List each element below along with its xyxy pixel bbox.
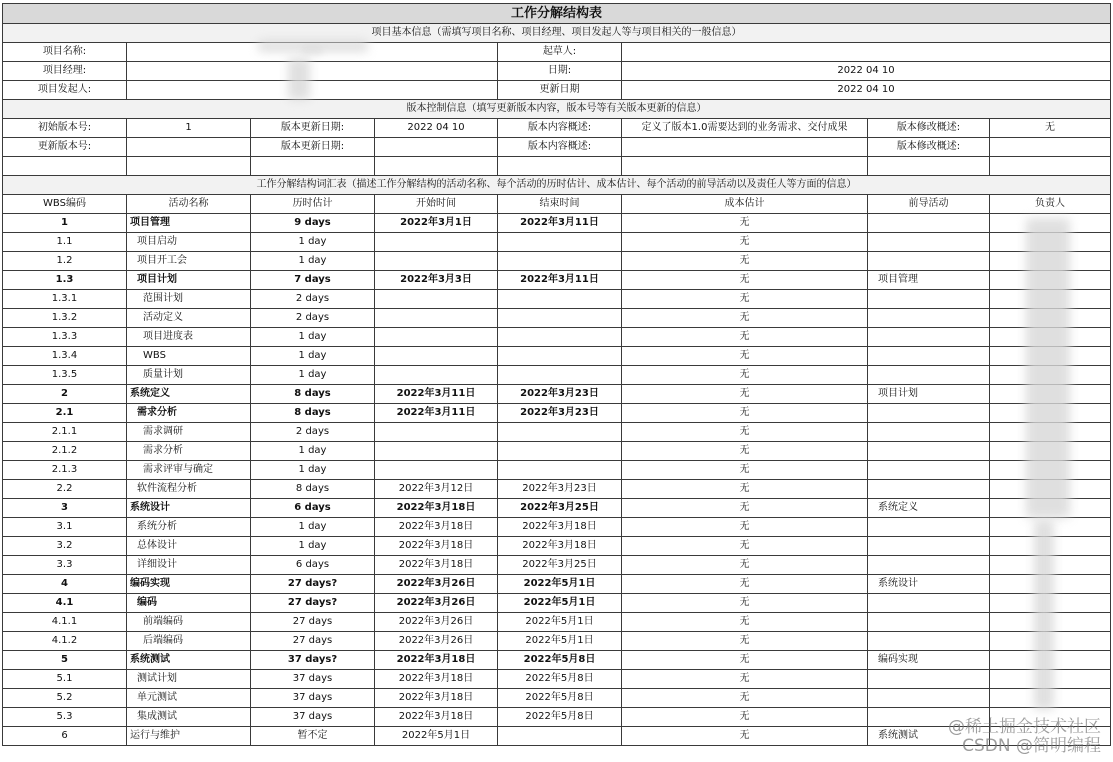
table-row	[3, 271, 1111, 290]
wbs-code-cell[interactable]: 1.3.3	[3, 328, 127, 347]
empty-cell[interactable]	[251, 157, 375, 176]
wbs-code-cell[interactable]: 1.3	[3, 271, 127, 290]
activity-name-cell[interactable]: 测试计划	[127, 670, 251, 689]
column-header-wbs: WBS编码	[3, 195, 127, 214]
version-update-date-value-2[interactable]	[375, 138, 498, 157]
wbs-code-cell[interactable]: 5	[3, 651, 127, 670]
duration-cell[interactable]: 27 days	[251, 613, 375, 632]
empty-cell[interactable]	[990, 157, 1111, 176]
change-summary-label: 版本修改概述:	[868, 119, 990, 138]
end-date-cell[interactable]: 2022年5月1日	[498, 632, 622, 651]
predecessor-cell[interactable]	[868, 404, 990, 423]
end-date-cell[interactable]	[498, 328, 622, 347]
end-date-cell[interactable]	[498, 290, 622, 309]
content-summary-value[interactable]: 定义了版本1.0需要达到的业务需求、交付成果	[622, 119, 868, 138]
cost-cell[interactable]: 无	[622, 689, 868, 708]
predecessor-cell[interactable]	[868, 613, 990, 632]
table-row	[3, 670, 1111, 689]
end-date-cell[interactable]: 2022年3月18日	[498, 518, 622, 537]
cost-cell[interactable]: 无	[622, 461, 868, 480]
duration-cell[interactable]: 1 day	[251, 537, 375, 556]
version-update-date-value[interactable]: 2022 04 10	[375, 119, 498, 138]
duration-cell[interactable]: 2 days	[251, 309, 375, 328]
cost-cell[interactable]: 无	[622, 556, 868, 575]
start-date-cell[interactable]: 2022年3月11日	[375, 404, 498, 423]
wbs-table	[2, 3, 1111, 746]
end-date-cell[interactable]	[498, 252, 622, 271]
table-row	[3, 575, 1111, 594]
activity-name-cell[interactable]: 项目进度表	[127, 328, 251, 347]
wbs-code-cell[interactable]: 1.1	[3, 233, 127, 252]
duration-cell[interactable]: 1 day	[251, 518, 375, 537]
wbs-code-cell[interactable]: 2.1.2	[3, 442, 127, 461]
start-date-cell[interactable]: 2022年3月12日	[375, 480, 498, 499]
start-date-cell[interactable]: 2022年3月18日	[375, 708, 498, 727]
column-header-start: 开始时间	[375, 195, 498, 214]
end-date-cell[interactable]	[498, 233, 622, 252]
end-date-cell[interactable]: 2022年3月23日	[498, 480, 622, 499]
wbs-code-cell[interactable]: 3.2	[3, 537, 127, 556]
start-date-cell[interactable]: 2022年3月18日	[375, 518, 498, 537]
cost-cell[interactable]: 无	[622, 442, 868, 461]
start-date-cell[interactable]	[375, 442, 498, 461]
start-date-cell[interactable]: 2022年3月1日	[375, 214, 498, 233]
end-date-cell[interactable]: 2022年5月8日	[498, 708, 622, 727]
duration-cell[interactable]: 2 days	[251, 290, 375, 309]
table-row	[3, 423, 1111, 442]
cost-cell[interactable]: 无	[622, 366, 868, 385]
initial-version-value[interactable]: 1	[127, 119, 251, 138]
predecessor-cell[interactable]	[868, 480, 990, 499]
table-row	[3, 537, 1111, 556]
start-date-cell[interactable]: 2022年3月18日	[375, 537, 498, 556]
update-version-label: 更新版本号:	[3, 138, 127, 157]
duration-cell[interactable]: 37 days	[251, 708, 375, 727]
wbs-code-cell[interactable]: 1.2	[3, 252, 127, 271]
activity-name-cell[interactable]: 项目启动	[127, 233, 251, 252]
cost-cell[interactable]: 无	[622, 233, 868, 252]
activity-name-cell[interactable]: 需求调研	[127, 423, 251, 442]
sponsor-value[interactable]	[127, 81, 498, 100]
redaction-blur	[1034, 520, 1054, 710]
predecessor-cell[interactable]	[868, 347, 990, 366]
cost-cell[interactable]: 无	[622, 670, 868, 689]
cost-cell[interactable]: 无	[622, 309, 868, 328]
duration-cell[interactable]: 1 day	[251, 461, 375, 480]
start-date-cell[interactable]: 2022年3月18日	[375, 651, 498, 670]
cost-cell[interactable]: 无	[622, 214, 868, 233]
wbs-code-cell[interactable]: 3.3	[3, 556, 127, 575]
start-date-cell[interactable]: 2022年3月26日	[375, 632, 498, 651]
glossary-header: 工作分解结构词汇表（描述工作分解结构的活动名称、每个活动的历时估计、成本估计、每个活动的前导活动以及责任人等方面的信息）	[3, 176, 1111, 195]
redaction-blur	[1026, 218, 1070, 518]
start-date-cell[interactable]: 2022年3月11日	[375, 385, 498, 404]
end-date-cell[interactable]: 2022年3月23日	[498, 404, 622, 423]
empty-cell[interactable]	[868, 157, 990, 176]
wbs-code-cell[interactable]: 3	[3, 499, 127, 518]
end-date-cell[interactable]: 2022年5月8日	[498, 670, 622, 689]
end-date-cell[interactable]: 2022年5月8日	[498, 651, 622, 670]
duration-cell[interactable]: 6 days	[251, 499, 375, 518]
activity-name-cell[interactable]: 集成测试	[127, 708, 251, 727]
update-version-value[interactable]	[127, 138, 251, 157]
activity-name-cell[interactable]: 质量计划	[127, 366, 251, 385]
table-row	[3, 385, 1111, 404]
table-row	[3, 442, 1111, 461]
predecessor-cell[interactable]: 项目管理	[868, 271, 990, 290]
duration-cell[interactable]: 1 day	[251, 328, 375, 347]
predecessor-cell[interactable]	[868, 594, 990, 613]
start-date-cell[interactable]: 2022年3月26日	[375, 613, 498, 632]
activity-name-cell[interactable]: 系统测试	[127, 651, 251, 670]
table-row	[3, 632, 1111, 651]
predecessor-cell[interactable]	[868, 328, 990, 347]
predecessor-cell[interactable]	[868, 290, 990, 309]
end-date-cell[interactable]: 2022年3月18日	[498, 537, 622, 556]
content-summary-label-2: 版本内容概述:	[498, 138, 622, 157]
wbs-code-cell[interactable]: 4.1.2	[3, 632, 127, 651]
drafter-value[interactable]	[622, 43, 1111, 62]
duration-cell[interactable]: 6 days	[251, 556, 375, 575]
predecessor-cell[interactable]	[868, 214, 990, 233]
predecessor-cell[interactable]	[868, 556, 990, 575]
cost-cell[interactable]: 无	[622, 499, 868, 518]
table-row	[3, 309, 1111, 328]
start-date-cell[interactable]	[375, 290, 498, 309]
wbs-code-cell[interactable]: 2.1	[3, 404, 127, 423]
activity-name-cell[interactable]: 需求分析	[127, 442, 251, 461]
duration-cell[interactable]: 37 days?	[251, 651, 375, 670]
activity-name-cell[interactable]: 后端编码	[127, 632, 251, 651]
content-summary-value-2[interactable]	[622, 138, 868, 157]
end-date-cell[interactable]: 2022年5月8日	[498, 689, 622, 708]
table-row	[3, 518, 1111, 537]
duration-cell[interactable]: 8 days	[251, 480, 375, 499]
project-name-label: 项目名称:	[3, 43, 127, 62]
end-date-cell[interactable]	[498, 442, 622, 461]
table-row	[3, 651, 1111, 670]
basic-info-header: 项目基本信息（需填写项目名称、项目经理、项目发起人等与项目相关的一般信息）	[3, 24, 1111, 43]
activity-name-cell[interactable]: 前端编码	[127, 613, 251, 632]
table-row	[3, 347, 1111, 366]
start-date-cell[interactable]: 2022年5月1日	[375, 727, 498, 746]
predecessor-cell[interactable]	[868, 632, 990, 651]
start-date-cell[interactable]	[375, 423, 498, 442]
start-date-cell[interactable]	[375, 233, 498, 252]
wbs-code-cell[interactable]: 2.1.3	[3, 461, 127, 480]
activity-name-cell[interactable]: 单元测试	[127, 689, 251, 708]
end-date-cell[interactable]: 2022年5月1日	[498, 594, 622, 613]
initial-version-label: 初始版本号:	[3, 119, 127, 138]
cost-cell[interactable]: 无	[622, 575, 868, 594]
date-value[interactable]: 2022 04 10	[622, 62, 1111, 81]
activity-name-cell[interactable]: 总体设计	[127, 537, 251, 556]
start-date-cell[interactable]	[375, 328, 498, 347]
wbs-code-cell[interactable]: 2.2	[3, 480, 127, 499]
sponsor-label: 项目发起人:	[3, 81, 127, 100]
version-update-date-label-2: 版本更新日期:	[251, 138, 375, 157]
activity-name-cell[interactable]: 项目计划	[127, 271, 251, 290]
activity-name-cell[interactable]: 系统设计	[127, 499, 251, 518]
wbs-code-cell[interactable]: 1.3.5	[3, 366, 127, 385]
cost-cell[interactable]: 无	[622, 594, 868, 613]
end-date-cell[interactable]	[498, 423, 622, 442]
end-date-cell[interactable]	[498, 461, 622, 480]
end-date-cell[interactable]: 2022年3月11日	[498, 214, 622, 233]
wbs-code-cell[interactable]: 1.3.2	[3, 309, 127, 328]
column-header-end: 结束时间	[498, 195, 622, 214]
end-date-cell[interactable]: 2022年3月23日	[498, 385, 622, 404]
cost-cell[interactable]: 无	[622, 613, 868, 632]
duration-cell[interactable]: 暂不定	[251, 727, 375, 746]
table-row	[3, 252, 1111, 271]
wbs-code-cell[interactable]: 1.3.4	[3, 347, 127, 366]
content-summary-label: 版本内容概述:	[498, 119, 622, 138]
cost-cell[interactable]: 无	[622, 651, 868, 670]
watermark-line-2: CSDN @简明编程	[962, 736, 1101, 756]
table-row	[3, 461, 1111, 480]
empty-cell[interactable]	[375, 157, 498, 176]
redaction-blur	[288, 58, 310, 100]
cost-cell[interactable]: 无	[622, 708, 868, 727]
end-date-cell[interactable]	[498, 309, 622, 328]
predecessor-cell[interactable]: 编码实现	[868, 651, 990, 670]
update-date-label: 更新日期	[498, 81, 622, 100]
duration-cell[interactable]: 27 days?	[251, 575, 375, 594]
duration-cell[interactable]: 2 days	[251, 423, 375, 442]
predecessor-cell[interactable]: 系统定义	[868, 499, 990, 518]
sheet-title: 工作分解结构表	[3, 4, 1111, 24]
activity-name-cell[interactable]: 项目管理	[127, 214, 251, 233]
start-date-cell[interactable]	[375, 366, 498, 385]
end-date-cell[interactable]	[498, 366, 622, 385]
start-date-cell[interactable]: 2022年3月18日	[375, 689, 498, 708]
table-row	[3, 366, 1111, 385]
end-date-cell[interactable]: 2022年5月1日	[498, 613, 622, 632]
duration-cell[interactable]: 8 days	[251, 404, 375, 423]
cost-cell[interactable]: 无	[622, 727, 868, 746]
activity-name-cell[interactable]: 系统分析	[127, 518, 251, 537]
start-date-cell[interactable]: 2022年3月18日	[375, 670, 498, 689]
manager-label: 项目经理:	[3, 62, 127, 81]
wbs-code-cell[interactable]: 1.3.1	[3, 290, 127, 309]
empty-cell[interactable]	[622, 157, 868, 176]
activity-name-cell[interactable]: 需求评审与确定	[127, 461, 251, 480]
end-date-cell[interactable]	[498, 347, 622, 366]
end-date-cell[interactable]: 2022年3月25日	[498, 556, 622, 575]
wbs-code-cell[interactable]: 4.1.1	[3, 613, 127, 632]
start-date-cell[interactable]: 2022年3月18日	[375, 556, 498, 575]
predecessor-cell[interactable]: 系统设计	[868, 575, 990, 594]
version-update-date-label: 版本更新日期:	[251, 119, 375, 138]
table-row	[3, 290, 1111, 309]
cost-cell[interactable]: 无	[622, 347, 868, 366]
cost-cell[interactable]: 无	[622, 385, 868, 404]
table-row	[3, 594, 1111, 613]
predecessor-cell[interactable]: 项目计划	[868, 385, 990, 404]
wbs-code-cell[interactable]: 5.3	[3, 708, 127, 727]
activity-name-cell[interactable]: 项目开工会	[127, 252, 251, 271]
column-header-duration: 历时估计	[251, 195, 375, 214]
wbs-code-cell[interactable]: 2	[3, 385, 127, 404]
cost-cell[interactable]: 无	[622, 518, 868, 537]
empty-cell[interactable]	[498, 157, 622, 176]
cost-cell[interactable]: 无	[622, 423, 868, 442]
predecessor-cell[interactable]	[868, 366, 990, 385]
watermark	[948, 718, 1101, 756]
start-date-cell[interactable]: 2022年3月3日	[375, 271, 498, 290]
predecessor-cell[interactable]	[868, 442, 990, 461]
duration-cell[interactable]: 1 day	[251, 442, 375, 461]
activity-name-cell[interactable]: 编码	[127, 594, 251, 613]
start-date-cell[interactable]	[375, 309, 498, 328]
predecessor-cell[interactable]	[868, 461, 990, 480]
wbs-code-cell[interactable]: 4	[3, 575, 127, 594]
duration-cell[interactable]: 1 day	[251, 366, 375, 385]
change-summary-value-2[interactable]	[990, 138, 1111, 157]
date-label: 日期:	[498, 62, 622, 81]
end-date-cell[interactable]: 2022年3月11日	[498, 271, 622, 290]
predecessor-cell[interactable]	[868, 309, 990, 328]
cost-cell[interactable]: 无	[622, 328, 868, 347]
activity-name-cell[interactable]: 详细设计	[127, 556, 251, 575]
duration-cell[interactable]: 1 day	[251, 252, 375, 271]
duration-cell[interactable]: 7 days	[251, 271, 375, 290]
activity-name-cell[interactable]: 编码实现	[127, 575, 251, 594]
start-date-cell[interactable]	[375, 347, 498, 366]
duration-cell[interactable]: 8 days	[251, 385, 375, 404]
end-date-cell[interactable]	[498, 727, 622, 746]
start-date-cell[interactable]: 2022年3月18日	[375, 499, 498, 518]
table-row	[3, 328, 1111, 347]
predecessor-cell[interactable]	[868, 423, 990, 442]
empty-cell[interactable]	[3, 157, 127, 176]
column-header-activity: 活动名称	[127, 195, 251, 214]
change-summary-value[interactable]: 无	[990, 119, 1111, 138]
predecessor-cell[interactable]	[868, 252, 990, 271]
redaction-blur	[258, 40, 368, 52]
wbs-code-cell[interactable]: 3.1	[3, 518, 127, 537]
start-date-cell[interactable]	[375, 252, 498, 271]
activity-name-cell[interactable]: 活动定义	[127, 309, 251, 328]
activity-name-cell[interactable]: WBS	[127, 347, 251, 366]
wbs-code-cell[interactable]: 4.1	[3, 594, 127, 613]
change-summary-label-2: 版本修改概述:	[868, 138, 990, 157]
wbs-code-cell[interactable]: 5.2	[3, 689, 127, 708]
predecessor-cell[interactable]	[868, 233, 990, 252]
end-date-cell[interactable]: 2022年5月1日	[498, 575, 622, 594]
duration-cell[interactable]: 9 days	[251, 214, 375, 233]
duration-cell[interactable]: 1 day	[251, 233, 375, 252]
activity-name-cell[interactable]: 运行与维护	[127, 727, 251, 746]
empty-cell[interactable]	[127, 157, 251, 176]
table-row	[3, 689, 1111, 708]
update-date-value[interactable]: 2022 04 10	[622, 81, 1111, 100]
duration-cell[interactable]: 27 days?	[251, 594, 375, 613]
activity-name-cell[interactable]: 需求分析	[127, 404, 251, 423]
wbs-code-cell[interactable]: 2.1.1	[3, 423, 127, 442]
cost-cell[interactable]: 无	[622, 404, 868, 423]
cost-cell[interactable]: 无	[622, 480, 868, 499]
predecessor-cell[interactable]	[868, 670, 990, 689]
manager-value[interactable]	[127, 62, 498, 81]
activity-name-cell[interactable]: 范围计划	[127, 290, 251, 309]
table-row	[3, 233, 1111, 252]
predecessor-cell[interactable]: 系统测试	[868, 727, 990, 746]
cost-cell[interactable]: 无	[622, 252, 868, 271]
column-header-predecessor: 前导活动	[868, 195, 990, 214]
column-header-cost: 成本估计	[622, 195, 868, 214]
duration-cell[interactable]: 37 days	[251, 670, 375, 689]
drafter-label: 起草人:	[498, 43, 622, 62]
predecessor-cell[interactable]	[868, 689, 990, 708]
duration-cell[interactable]: 1 day	[251, 347, 375, 366]
watermark-line-1: @稀土掘金技术社区	[948, 717, 1101, 737]
wbs-code-cell[interactable]: 1	[3, 214, 127, 233]
duration-cell[interactable]: 27 days	[251, 632, 375, 651]
table-row	[3, 708, 1111, 727]
predecessor-cell[interactable]	[868, 537, 990, 556]
activity-name-cell[interactable]: 软件流程分析	[127, 480, 251, 499]
table-row	[3, 480, 1111, 499]
wbs-code-cell[interactable]: 6	[3, 727, 127, 746]
cost-cell[interactable]: 无	[622, 632, 868, 651]
table-row	[3, 556, 1111, 575]
cost-cell[interactable]: 无	[622, 290, 868, 309]
start-date-cell[interactable]: 2022年3月26日	[375, 594, 498, 613]
table-row	[3, 727, 1111, 746]
table-row	[3, 404, 1111, 423]
start-date-cell[interactable]: 2022年3月26日	[375, 575, 498, 594]
start-date-cell[interactable]	[375, 461, 498, 480]
table-row	[3, 613, 1111, 632]
version-info-header: 版本控制信息（填写更新版本内容，版本号等有关版本更新的信息）	[3, 100, 1111, 119]
end-date-cell[interactable]: 2022年3月25日	[498, 499, 622, 518]
cost-cell[interactable]: 无	[622, 537, 868, 556]
wbs-code-cell[interactable]: 5.1	[3, 670, 127, 689]
table-row	[3, 214, 1111, 233]
activity-name-cell[interactable]: 系统定义	[127, 385, 251, 404]
cost-cell[interactable]: 无	[622, 271, 868, 290]
column-header-owner: 负责人	[990, 195, 1111, 214]
table-row	[3, 499, 1111, 518]
predecessor-cell[interactable]	[868, 518, 990, 537]
duration-cell[interactable]: 37 days	[251, 689, 375, 708]
